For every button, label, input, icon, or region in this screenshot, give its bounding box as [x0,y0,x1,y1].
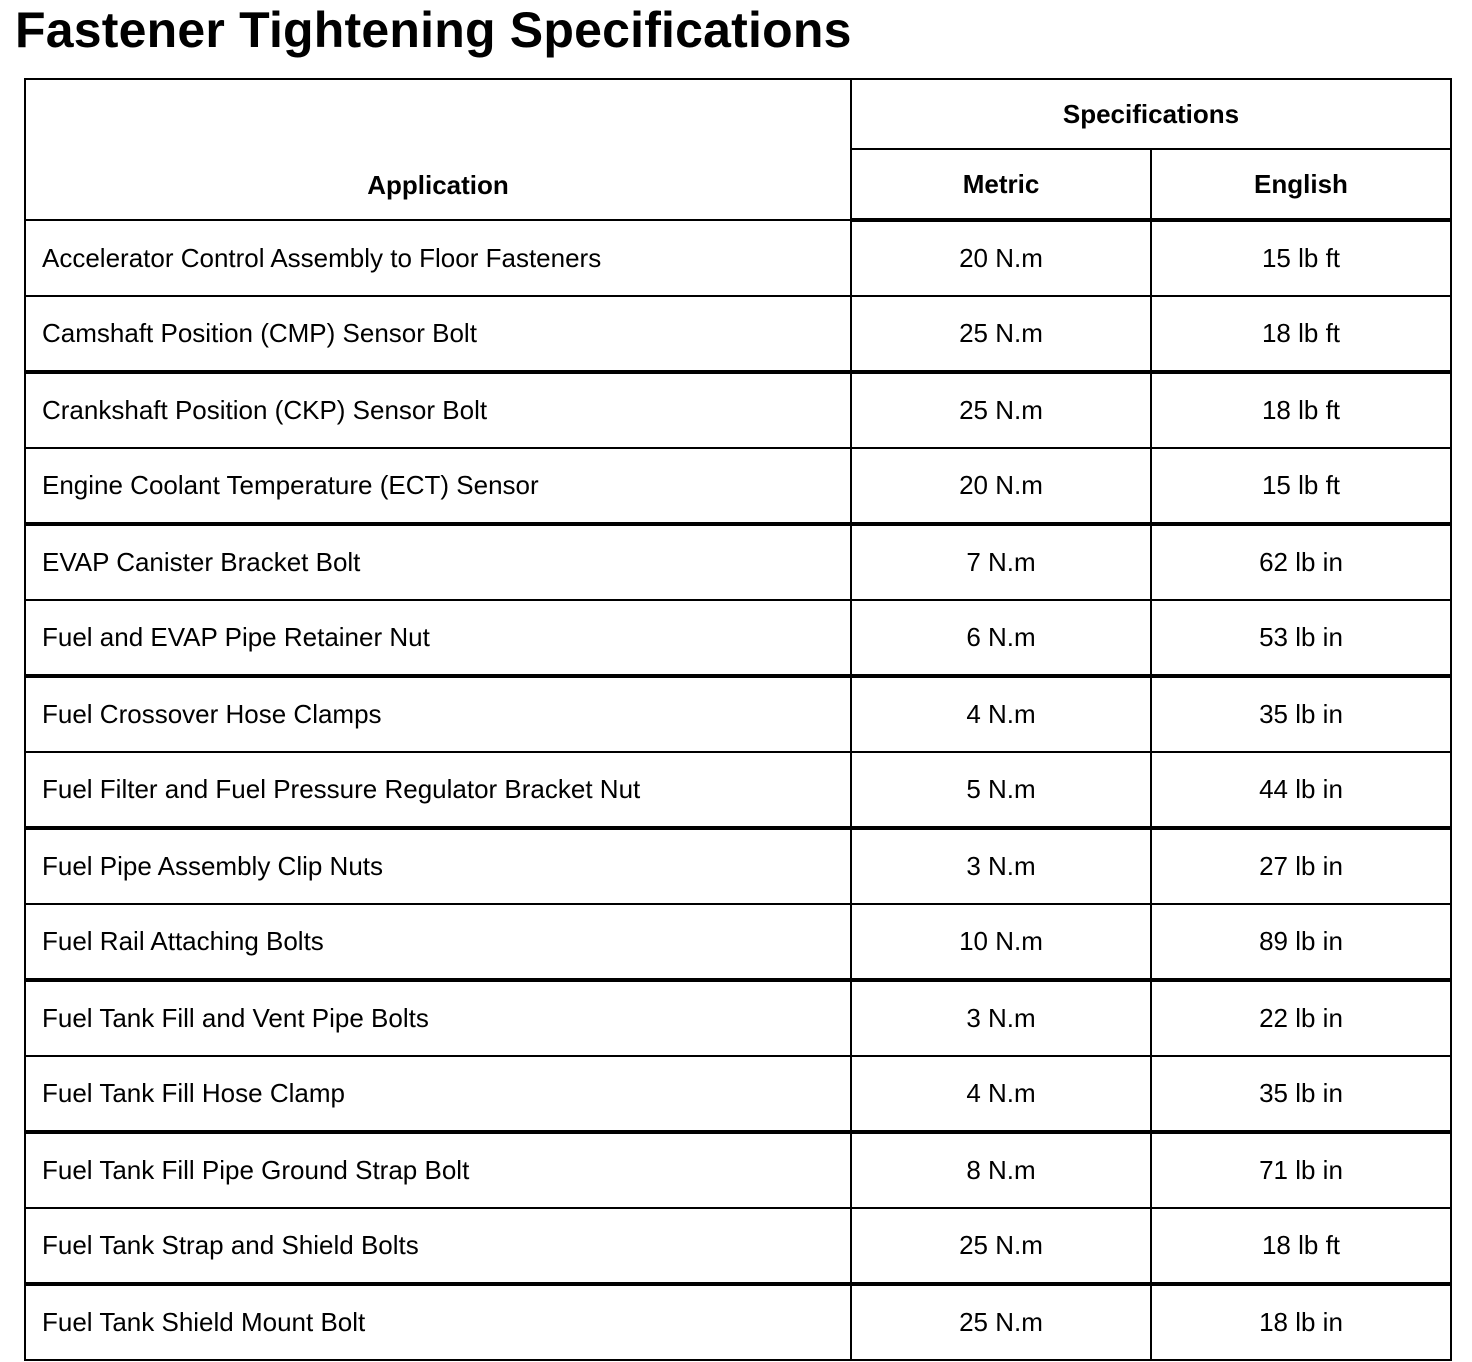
metric-cell [851,980,1151,1056]
table-row [25,600,1451,676]
english-value: 35 lb in [1259,699,1343,729]
english-value: 15 lb ft [1261,243,1341,273]
english-value: 27 lb in [1259,851,1343,881]
application-cell: Camshaft Position (CMP) Sensor Bolt [25,296,851,372]
application-cell: Fuel Tank Fill Pipe Ground Strap Bolt [25,1132,851,1208]
english-value: 18 lb ft [1261,395,1341,425]
metric-cell [851,220,1151,296]
metric-cell [851,372,1151,448]
application-cell: Fuel Crossover Hose Clamps [25,676,851,752]
application-cell: Fuel Rail Attaching Bolts [25,904,851,980]
application-cell: Fuel Filter and Fuel Pressure Regulator Bracket Nut [25,752,851,828]
metric-value: 25 N.m [959,1307,1043,1337]
english-value: 18 lb ft [1261,318,1341,348]
english-cell [1151,980,1451,1056]
application-cell: Fuel Tank Fill and Vent Pipe Bolts [25,980,851,1056]
table-row [25,676,1451,752]
page-title: Fastener Tightening Specifications [15,2,852,58]
metric-cell [851,524,1151,600]
table-row [25,980,1451,1056]
metric-cell [851,1056,1151,1132]
application-header: Application [25,79,851,220]
english-value: 53 lb in [1259,622,1343,652]
application-cell: EVAP Canister Bracket Bolt [25,524,851,600]
metric-value: 4 N.m [966,1078,1036,1108]
application-cell: Fuel and EVAP Pipe Retainer Nut [25,600,851,676]
table-row [25,220,1451,296]
metric-cell [851,904,1151,980]
english-value: 35 lb in [1259,1078,1343,1108]
english-value: 44 lb in [1259,774,1343,804]
metric-cell [851,828,1151,904]
english-cell [1151,1132,1451,1208]
english-cell [1151,1056,1451,1132]
application-cell: Accelerator Control Assembly to Floor Fasteners [25,220,851,296]
metric-value: 25 N.m [959,318,1043,348]
metric-value: 4 N.m [966,699,1036,729]
table-row [25,828,1451,904]
metric-value: 20 N.m [959,470,1043,500]
application-cell: Fuel Tank Shield Mount Bolt [25,1284,851,1360]
table-row [25,1132,1451,1208]
english-cell [1151,220,1451,296]
table-row [25,372,1451,448]
english-cell [1151,1208,1451,1284]
english-value: 62 lb in [1259,547,1343,577]
english-cell [1151,448,1451,524]
application-cell: Fuel Tank Strap and Shield Bolts [25,1208,851,1284]
english-value: 89 lb in [1259,926,1343,956]
english-value: 71 lb in [1259,1155,1343,1185]
table-body [25,220,1451,1360]
metric-header: Metric [851,149,1151,220]
table-row [25,1056,1451,1132]
metric-cell [851,448,1151,524]
application-cell: Fuel Tank Fill Hose Clamp [25,1056,851,1132]
english-cell [1151,1284,1451,1360]
table-row [25,904,1451,980]
metric-cell [851,296,1151,372]
metric-value: 7 N.m [966,547,1036,577]
english-cell [1151,372,1451,448]
english-value: 22 lb in [1259,1003,1343,1033]
application-cell: Crankshaft Position (CKP) Sensor Bolt [25,372,851,448]
table-row [25,296,1451,372]
metric-value: 25 N.m [959,395,1043,425]
header-row-top [25,79,1451,149]
metric-value: 20 N.m [959,243,1043,273]
english-cell [1151,752,1451,828]
metric-value: 3 N.m [966,851,1036,881]
english-cell [1151,524,1451,600]
english-value: 15 lb ft [1261,470,1341,500]
metric-cell [851,1132,1151,1208]
metric-value: 5 N.m [966,774,1036,804]
english-value: 18 lb ft [1261,1230,1341,1260]
application-cell: Fuel Pipe Assembly Clip Nuts [25,828,851,904]
metric-value: 25 N.m [959,1230,1043,1260]
metric-value: 3 N.m [966,1003,1036,1033]
english-cell [1151,296,1451,372]
english-cell [1151,600,1451,676]
table-row [25,752,1451,828]
metric-cell [851,1208,1151,1284]
table-row [25,1208,1451,1284]
table-header [25,79,1451,220]
metric-value: 8 N.m [966,1155,1036,1185]
table-row [25,1284,1451,1360]
metric-cell [851,1284,1151,1360]
table-row [25,524,1451,600]
specifications-table [24,78,1452,1361]
english-cell [1151,828,1451,904]
english-value: 18 lb in [1259,1307,1343,1337]
english-cell [1151,904,1451,980]
english-cell [1151,676,1451,752]
table-row [25,448,1451,524]
specifications-header: Specifications [851,79,1451,149]
metric-cell [851,600,1151,676]
metric-cell [851,676,1151,752]
metric-cell [851,752,1151,828]
english-header: English [1151,149,1451,220]
application-cell: Engine Coolant Temperature (ECT) Sensor [25,448,851,524]
metric-value: 6 N.m [966,622,1036,652]
metric-value: 10 N.m [959,926,1043,956]
